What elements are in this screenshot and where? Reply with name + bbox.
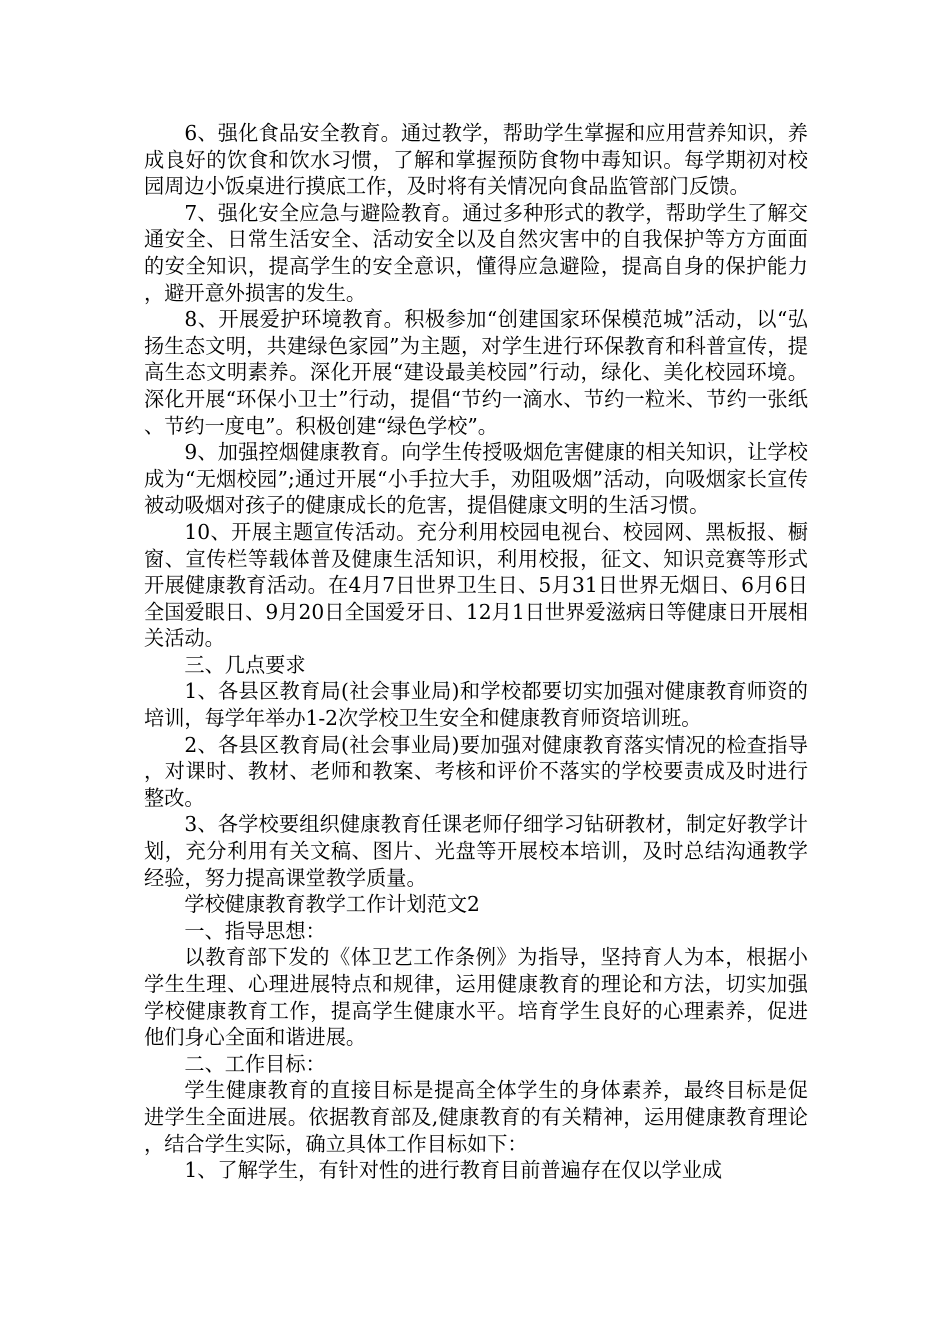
paragraph-requirement-3: 3、各学校要组织健康教育任课老师仔细学习钻研教材，制定好教学计划，充分利用有关文稿、图片、光盘等开展校本培训，及时总结沟通教学经验，努力提高课堂教学质量。 (144, 812, 808, 890)
document-page (144, 120, 808, 1184)
paragraph-emergency-safety: 7、强化安全应急与避险教育。通过多种形式的教学，帮助学生了解交通安全、日常生活安全、活动安全以及自然灾害中的自我保护等方方面面的安全知识，提高学生的安全意识，懂得应急避险，提高自身的保护能力，避开意外损害的发生。 (144, 200, 808, 305)
heading-guiding-ideology: 一、指导思想： (184, 918, 326, 943)
heading-requirements: 三、几点要求 (184, 652, 306, 677)
paragraph-work-goals: 学生健康教育的直接目标是提高全体学生的身体素养，最终目标是促进学生全面进展。依据教育部及,健康教育的有关精神，运用健康教育理论，结合学生实际，确立具体工作目标如下： (144, 1078, 808, 1156)
paragraph-environment: 8、开展爱护环境教育。积极参加“创建国家环保模范城”活动，以“弘扬生态文明，共建绿色家园”为主题，对学生进行环保教育和科普宣传，提高生态文明素养。深化开展“建设最美校园”行动，绿化、美化校园环境。深化开展“环保小卫士”行动，提倡“节约一滴水、节约一粒米、节约一张纸、节约一度电”。积极创建“绿色学校”。 (144, 307, 808, 438)
paragraph-theme-campaign: 10、开展主题宣传活动。充分利用校园电视台、校园网、黑板报、橱窗、宣传栏等载体普及健康生活知识，利用校报，征文、知识竞赛等形式开展健康教育活动。在4月7日世界卫生日、5月31日世界无烟日、6月6日全国爱眼日、9月20日全国爱牙日、12月1日世界爱滋病日等健康日开展相关活动。 (144, 519, 808, 651)
paragraph-goal-1: 1、了解学生，有针对性的进行教育目前普遍存在仅以学业成 (184, 1158, 723, 1183)
paragraph-tobacco-control: 9、加强控烟健康教育。向学生传授吸烟危害健康的相关知识，让学校成为“无烟校园”;通过开展“小手拉大手，劝阻吸烟”活动，向吸烟家长宣传被动吸烟对孩子的健康成长的危害，提倡健康文明的生活习惯。 (144, 440, 808, 518)
paragraph-food-safety: 6、强化食品安全教育。通过教学，帮助学生掌握和应用营养知识，养成良好的饮食和饮水习惯，了解和掌握预防食物中毒知识。每学期初对校园周边小饭桌进行摸底工作，及时将有关情况向食品监管部门反馈。 (144, 121, 808, 199)
heading-sample-2: 学校健康教育教学工作计划范文2 (184, 892, 480, 917)
paragraph-requirement-1: 1、各县区教育局(社会事业局)和学校都要切实加强对健康教育师资的培训，每学年举办1-2次学校卫生安全和健康教育师资培训班。 (144, 679, 808, 731)
heading-work-goals: 二、工作目标： (184, 1051, 326, 1076)
paragraph-guiding-ideology: 以教育部下发的《体卫艺工作条例》为指导，坚持育人为本，根据小学生生理、心理进展特点和规律，运用健康教育的理论和方法，切实加强学校健康教育工作，提高学生健康水平。培育学生良好的心理素养，促进他们身心全面和谐进展。 (144, 945, 808, 1050)
paragraph-requirement-2: 2、各县区教育局(社会事业局)要加强对健康教育落实情况的检查指导，对课时、教材、老师和教案、考核和评价不落实的学校要责成及时进行整改。 (144, 732, 808, 810)
